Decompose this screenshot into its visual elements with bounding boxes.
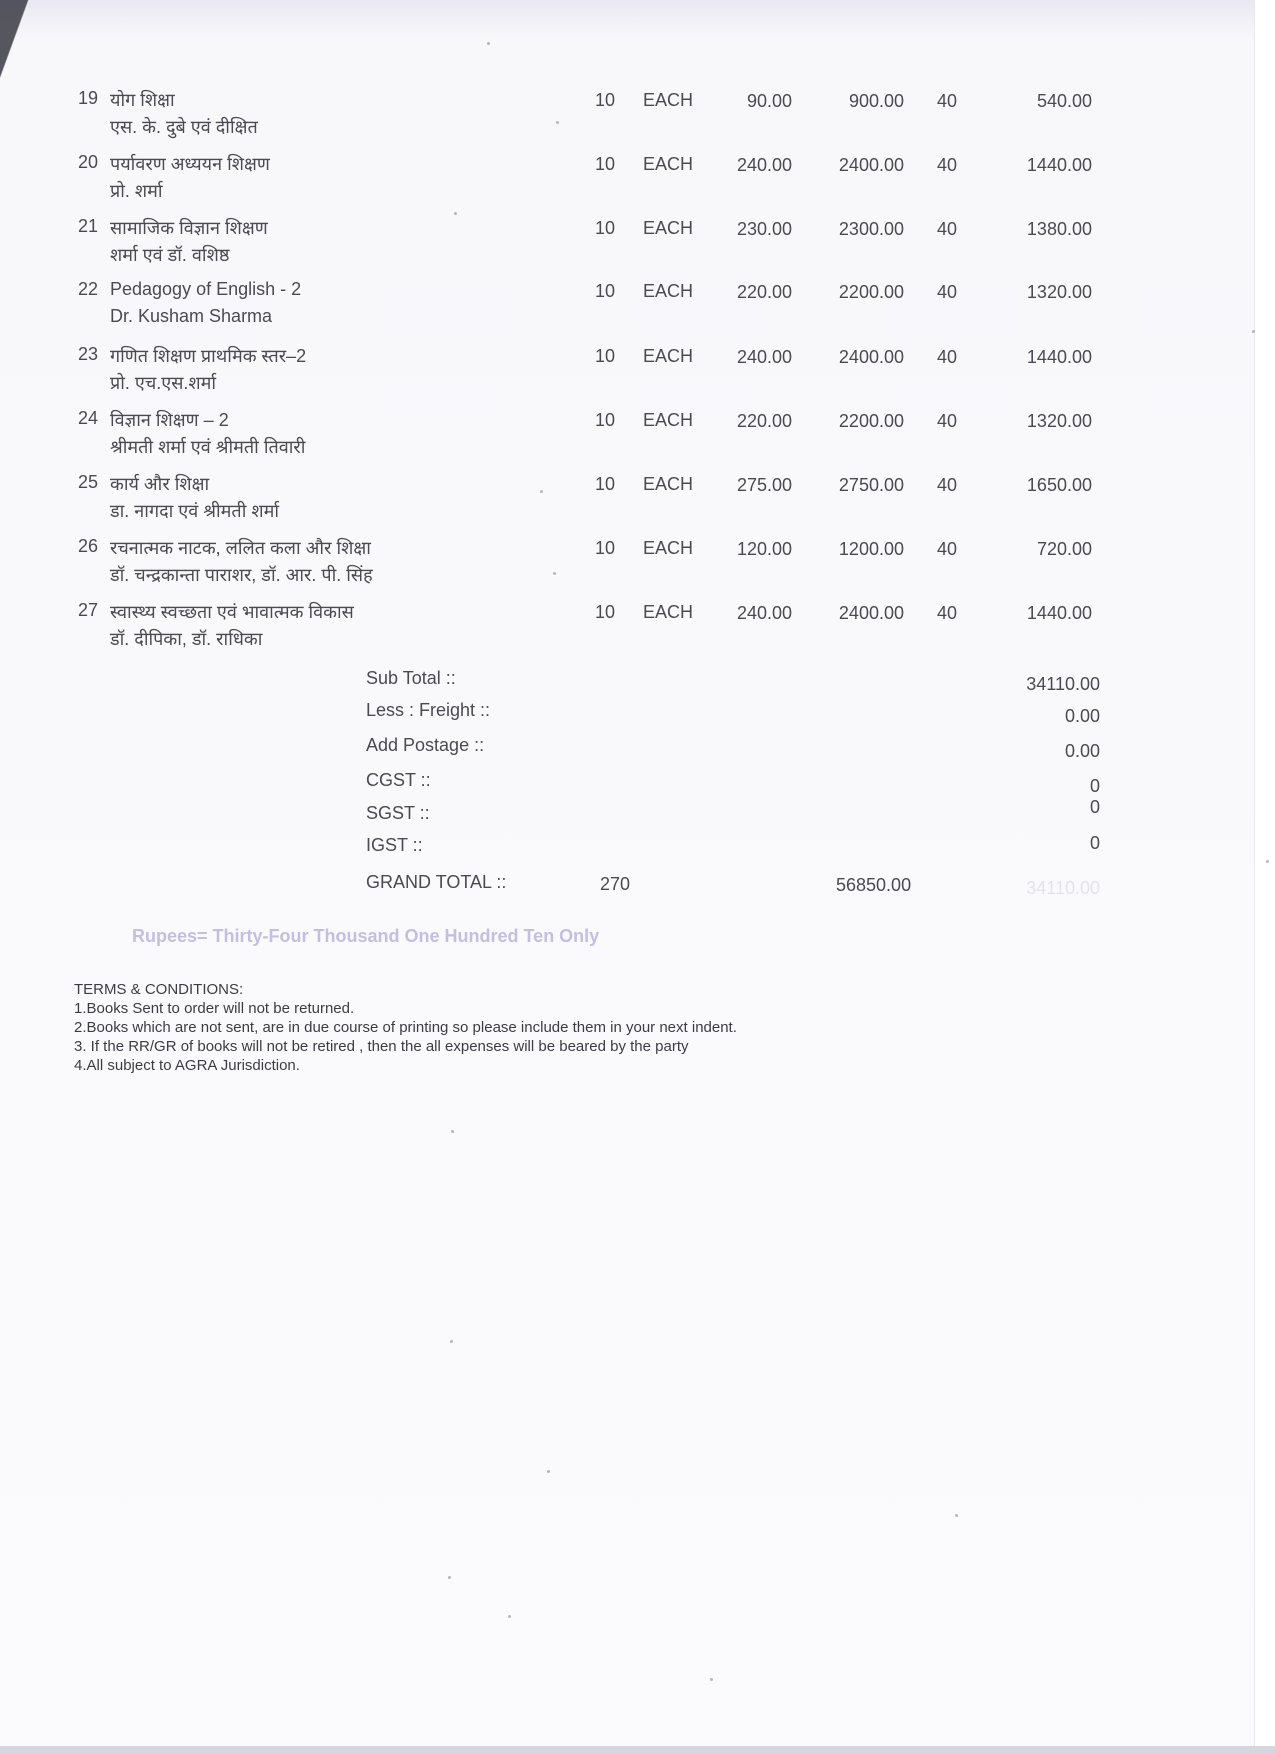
sub-total-label: Sub Total :: (366, 668, 456, 688)
scan-speck (955, 1514, 958, 1517)
item-price: 220.00 (736, 282, 792, 302)
scan-bottom-edge (0, 1746, 1275, 1754)
item-qty: 10 (595, 602, 616, 622)
grand-total-row (0, 872, 1275, 902)
item-qty: 10 (595, 90, 616, 110)
scan-speck (450, 1340, 453, 1343)
terms-line: 2.Books which are not sent, are in due course of printing so please include them in your next indent. (74, 1019, 737, 1036)
terms-line: 4.All subject to AGRA Jurisdiction. (74, 1057, 300, 1074)
scan-speck (508, 1615, 511, 1618)
item-price: 240.00 (736, 155, 792, 175)
sgst-value: 0 (1089, 797, 1100, 817)
item-author: प्रो. शर्मा (110, 181, 163, 201)
item-unit: EACH (643, 154, 694, 174)
sgst-label: SGST :: (366, 803, 430, 823)
item-net: 720.00 (1036, 539, 1092, 559)
terms-line: 1.Books Sent to order will not be returned. (74, 1000, 355, 1017)
scan-speck (448, 1576, 451, 1579)
item-amount: 900.00 (848, 91, 904, 111)
table-row (0, 273, 1275, 331)
table-row (0, 338, 1275, 396)
grand-total-amount: 56850.00 (836, 875, 912, 895)
item-unit: EACH (643, 346, 694, 366)
item-net: 1380.00 (1026, 219, 1092, 239)
item-amount: 1200.00 (838, 539, 904, 559)
item-price: 90.00 (746, 91, 792, 111)
item-author: एस. के. दुबे एवं दीक्षित (110, 117, 258, 137)
item-amount: 2300.00 (838, 219, 904, 239)
item-author: डॉ. चन्द्रकान्ता पाराशर, डॉ. आर. पी. सिंह (110, 565, 373, 585)
table-row (0, 466, 1275, 524)
grand-total-label: GRAND TOTAL :: (366, 872, 507, 892)
item-title: स्वास्थ्य स्वच्छता एवं भावात्मक विकास (110, 602, 354, 622)
freight-label: Less : Freight :: (366, 700, 491, 720)
item-title: गणित शिक्षण प्राथमिक स्तर–2 (110, 346, 307, 366)
scan-speck (487, 42, 490, 45)
grand-total-net: 34110.00 (1026, 878, 1100, 898)
terms-and-conditions (74, 980, 774, 1075)
table-row (0, 594, 1275, 652)
item-amount: 2750.00 (838, 475, 904, 495)
scan-speck (553, 572, 556, 575)
item-discount: 40 (937, 91, 958, 111)
item-unit: EACH (643, 218, 694, 238)
item-net: 1440.00 (1026, 347, 1092, 367)
item-discount: 40 (937, 411, 958, 431)
table-row (0, 146, 1275, 204)
item-qty: 10 (595, 281, 616, 301)
item-unit: EACH (643, 281, 694, 301)
sub-total-row (0, 668, 1275, 698)
scan-speck (540, 490, 543, 493)
freight-value: 0.00 (1064, 706, 1100, 726)
item-unit: EACH (643, 538, 694, 558)
table-row (0, 82, 1275, 140)
item-title: रचनात्मक नाटक, ललित कला और शिक्षा (110, 538, 371, 558)
item-net: 1440.00 (1026, 603, 1092, 623)
item-qty: 10 (595, 410, 616, 430)
item-title: विज्ञान शिक्षण – 2 (110, 410, 229, 430)
item-title: सामाजिक विज्ञान शिक्षण (110, 218, 268, 238)
item-price: 120.00 (736, 539, 792, 559)
item-qty: 10 (595, 474, 616, 494)
item-amount: 2400.00 (838, 347, 904, 367)
item-unit: EACH (643, 90, 694, 110)
item-price: 240.00 (736, 603, 792, 623)
terms-line: 3. If the RR/GR of books will not be retired , then the all expenses will be beared by the party (74, 1038, 689, 1055)
item-author: डॉ. दीपिका, डॉ. राधिका (110, 629, 263, 649)
item-number: 22 (78, 279, 99, 299)
table-row (0, 210, 1275, 268)
igst-row (0, 835, 1275, 865)
item-discount: 40 (937, 282, 958, 302)
item-author: प्रो. एच.एस.शर्मा (110, 373, 217, 393)
item-discount: 40 (937, 603, 958, 623)
item-net: 540.00 (1036, 91, 1092, 111)
item-qty: 10 (595, 538, 616, 558)
item-discount: 40 (937, 219, 958, 239)
table-row (0, 530, 1275, 588)
item-net: 1320.00 (1026, 282, 1092, 302)
item-qty: 10 (595, 346, 616, 366)
scan-speck (556, 121, 559, 124)
item-net: 1320.00 (1026, 411, 1092, 431)
item-number: 25 (78, 472, 99, 492)
igst-label: IGST :: (366, 835, 423, 855)
item-title: पर्यावरण अध्ययन शिक्षण (110, 154, 270, 174)
item-number: 23 (78, 344, 99, 364)
item-amount: 2400.00 (838, 155, 904, 175)
cgst-label: CGST :: (366, 770, 431, 790)
item-price: 220.00 (736, 411, 792, 431)
scan-speck (454, 212, 457, 215)
item-net: 1650.00 (1026, 475, 1092, 495)
item-number: 27 (78, 600, 99, 620)
item-title: Pedagogy of English - 2 (110, 279, 302, 299)
item-qty: 10 (595, 218, 616, 238)
item-title: योग शिक्षा (110, 90, 175, 110)
item-discount: 40 (937, 155, 958, 175)
terms-heading: TERMS & CONDITIONS: (74, 981, 244, 998)
cgst-value: 0 (1089, 776, 1100, 796)
item-title: कार्य और शिक्षा (110, 474, 210, 494)
grand-total-qty: 270 (600, 874, 631, 894)
item-author: Dr. Kusham Sharma (110, 306, 273, 326)
item-discount: 40 (937, 475, 958, 495)
item-number: 20 (78, 152, 99, 172)
item-net: 1440.00 (1026, 155, 1092, 175)
item-number: 21 (78, 216, 99, 236)
scan-speck (451, 1130, 454, 1133)
sgst-row (0, 797, 1275, 833)
item-discount: 40 (937, 347, 958, 367)
item-amount: 2200.00 (838, 282, 904, 302)
cgst-row (0, 770, 1275, 800)
item-unit: EACH (643, 474, 694, 494)
freight-row (0, 700, 1275, 730)
postage-label: Add Postage :: (366, 735, 485, 755)
scan-speck (710, 1678, 713, 1681)
item-unit: EACH (643, 602, 694, 622)
postage-value: 0.00 (1064, 741, 1100, 761)
item-unit: EACH (643, 410, 694, 430)
item-price: 240.00 (736, 347, 792, 367)
item-price: 275.00 (736, 475, 792, 495)
sub-total-value: 34110.00 (1026, 674, 1100, 694)
item-amount: 2200.00 (838, 411, 904, 431)
item-number: 24 (78, 408, 99, 428)
item-discount: 40 (937, 539, 958, 559)
item-author: श्रीमती शर्मा एवं श्रीमती तिवारी (110, 437, 306, 457)
item-amount: 2400.00 (838, 603, 904, 623)
item-author: डा. नागदा एवं श्रीमती शर्मा (110, 501, 280, 521)
item-number: 26 (78, 536, 99, 556)
item-price: 230.00 (736, 219, 792, 239)
item-qty: 10 (595, 154, 616, 174)
amount-in-words: Rupees= Thirty-Four Thousand One Hundred Ten Only (132, 926, 600, 946)
igst-value: 0 (1089, 833, 1100, 853)
scan-speck (547, 1470, 550, 1473)
scan-speck (1266, 860, 1269, 863)
postage-row (0, 735, 1275, 765)
item-author: शर्मा एवं डॉ. वशिष्ठ (110, 245, 230, 265)
scan-speck (1252, 330, 1255, 333)
item-number: 19 (78, 88, 99, 108)
table-row (0, 402, 1275, 460)
